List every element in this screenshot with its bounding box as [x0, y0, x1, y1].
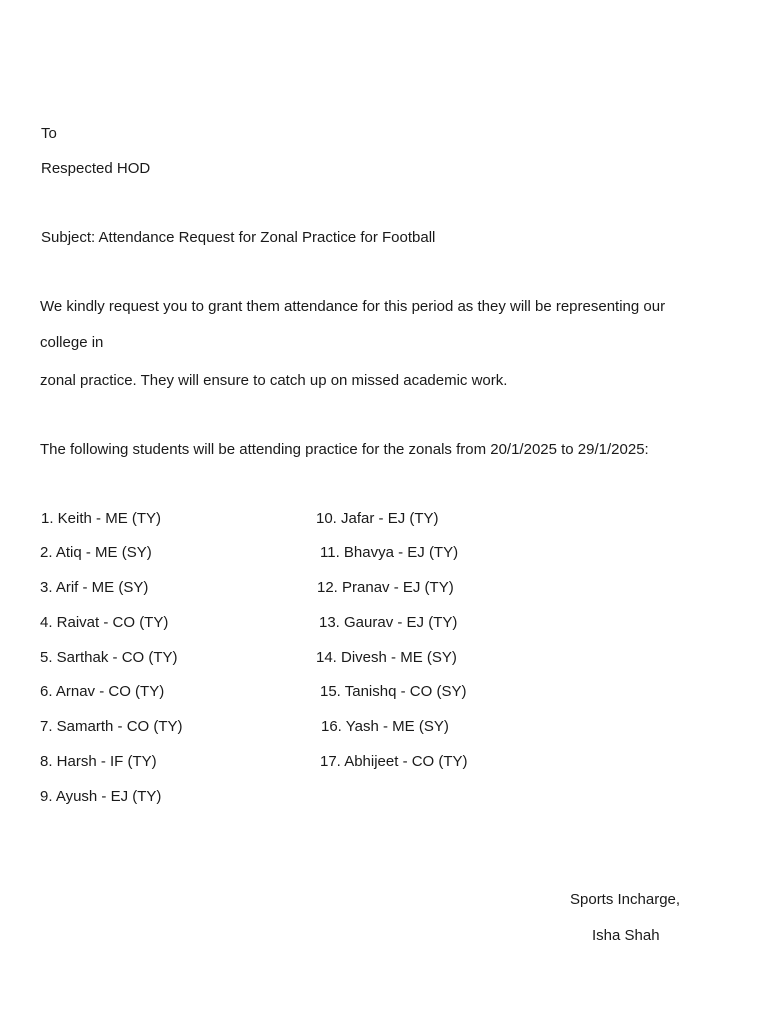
student-item: 5. Sarthak - CO (TY)	[40, 649, 178, 666]
student-item: 16. Yash - ME (SY)	[321, 718, 449, 735]
student-item: 7. Samarth - CO (TY)	[40, 718, 183, 735]
student-item: 6. Arnav - CO (TY)	[40, 683, 165, 700]
student-item: 8. Harsh - IF (TY)	[40, 753, 157, 770]
student-item: 12. Pranav - EJ (TY)	[317, 579, 454, 596]
recipient: Respected HOD	[41, 160, 151, 177]
student-item: 15. Tanishq - CO (SY)	[320, 683, 467, 700]
student-item: 1. Keith - ME (TY)	[41, 510, 162, 527]
student-item: 10. Jafar - EJ (TY)	[316, 510, 439, 527]
body-line-2: college in	[40, 334, 104, 351]
signature-name: Isha Shah	[592, 927, 660, 944]
students-intro: The following students will be attending practice for the zonals from 20/1/2025 to 29/1/2025:	[40, 441, 649, 458]
student-item: 9. Ayush - EJ (TY)	[40, 788, 162, 805]
student-item: 14. Divesh - ME (SY)	[316, 649, 457, 666]
student-item: 13. Gaurav - EJ (TY)	[319, 614, 458, 631]
subject-line: Subject: Attendance Request for Zonal Practice for Football	[41, 229, 436, 246]
signature-title: Sports Incharge,	[570, 891, 681, 908]
student-item: 4. Raivat - CO (TY)	[40, 614, 169, 631]
salutation-to: To	[41, 125, 57, 142]
student-item: 17. Abhijeet - CO (TY)	[320, 753, 468, 770]
body-line-3: zonal practice. They will ensure to catch up on missed academic work.	[40, 372, 508, 389]
body-line-1: We kindly request you to grant them attendance for this period as they will be representing our	[40, 298, 666, 315]
student-item: 3. Arif - ME (SY)	[40, 579, 149, 596]
student-item: 2. Atiq - ME (SY)	[40, 544, 152, 561]
student-item: 11. Bhavya - EJ (TY)	[320, 544, 459, 561]
